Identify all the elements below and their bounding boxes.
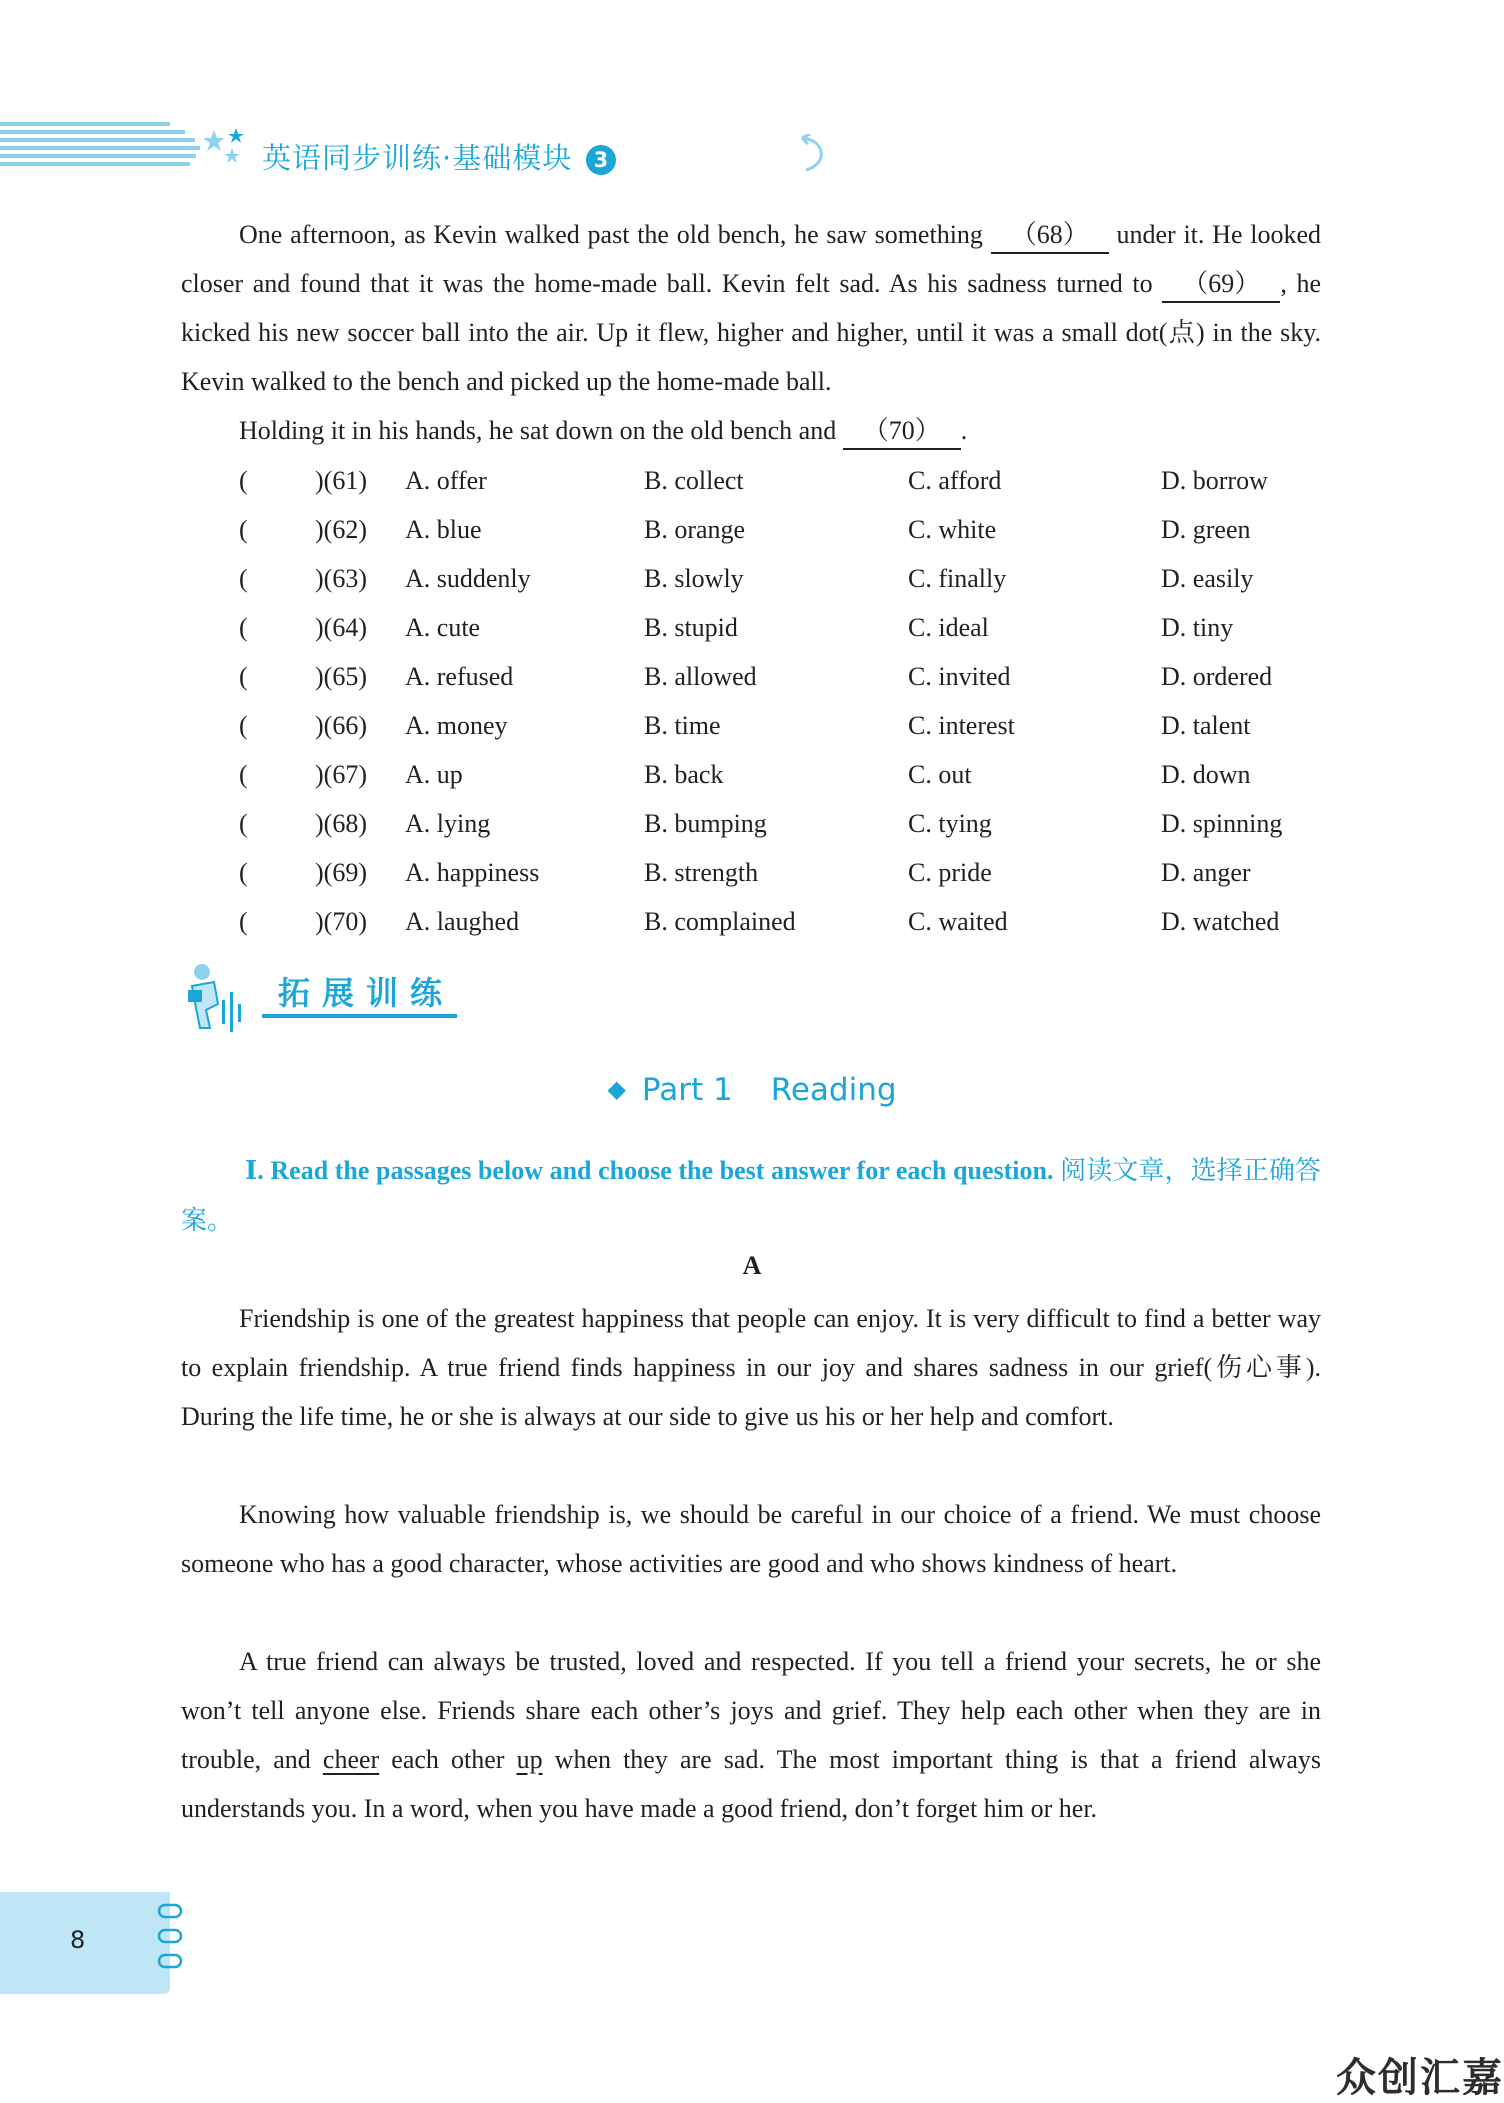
option-c: C. pride xyxy=(908,858,992,887)
option-b: B. collect xyxy=(644,466,744,495)
header-title xyxy=(262,136,616,177)
question-row xyxy=(239,897,1339,946)
option-d: D. watched xyxy=(1161,907,1280,936)
passage-a-paragraph-1: Friendship is one of the greatest happiness that people can enjoy. It is very difficult to find a better way to explain friendship. A true friend finds happiness in our joy and shares sadness in our grief(伤心事). During the life time, he or she is always at our side to give us his or her help and comfort. xyxy=(181,1304,1321,1431)
question-number: )(70) xyxy=(315,907,367,936)
watermark: 众创汇嘉 xyxy=(1336,2055,1504,2101)
part-label: Part 1 xyxy=(641,1072,733,1108)
part-name: Reading xyxy=(770,1072,897,1108)
option-a: A. lying xyxy=(405,809,491,838)
answer-paren[interactable]: ( xyxy=(239,515,248,544)
option-c: C. finally xyxy=(908,564,1007,593)
volume-badge: 3 xyxy=(586,145,616,175)
page-number: 8 xyxy=(70,1926,86,1954)
option-b: B. bumping xyxy=(644,809,767,838)
underlined-word-up: up xyxy=(516,1745,543,1774)
passage-a-paragraph-3 xyxy=(181,1637,1321,1833)
option-b: B. strength xyxy=(644,858,759,887)
blank-70: （70） xyxy=(843,414,961,450)
option-d: D. down xyxy=(1161,760,1251,789)
passage-text: , he kicked his new soccer ball into the air. Up it flew, higher and higher, until it was a small dot(点) in the sky. Kevin walked to the bench and picked up the home-made ball. xyxy=(181,269,1321,396)
binder-rings-icon xyxy=(156,1902,186,1974)
option-c: C. tying xyxy=(908,809,992,838)
question-number: )(68) xyxy=(315,809,367,838)
option-a: A. laughed xyxy=(405,907,520,936)
answer-paren[interactable]: ( xyxy=(239,760,248,789)
option-c: C. out xyxy=(908,760,972,789)
option-d: D. talent xyxy=(1161,711,1251,740)
option-b: B. allowed xyxy=(644,662,757,691)
option-c: C. interest xyxy=(908,711,1015,740)
option-a: A. money xyxy=(405,711,508,740)
question-number: )(69) xyxy=(315,858,367,887)
question-number: )(62) xyxy=(315,515,367,544)
question-number: )(63) xyxy=(315,564,367,593)
option-d: D. tiny xyxy=(1161,613,1234,642)
passage-letter: A xyxy=(742,1251,762,1280)
passage-text: each other xyxy=(391,1745,505,1774)
diamond-icon: ◆ xyxy=(607,1075,626,1103)
passage-paragraph-1 xyxy=(181,210,1321,406)
option-a: A. refused xyxy=(405,662,514,691)
option-d: D. green xyxy=(1161,515,1251,544)
option-b: B. back xyxy=(644,760,724,789)
blank-68: （68） xyxy=(991,218,1109,254)
passage-text: A true friend can always be trusted, loved and respected. If you tell a friend your secrets, he or she won’t tell anyone else. Friends share each other’s joys and grief. They help each other when they are in trouble, and xyxy=(181,1647,1321,1774)
answer-paren[interactable]: ( xyxy=(239,613,248,642)
passage-text: . xyxy=(960,416,968,445)
option-b: B. complained xyxy=(644,907,796,936)
option-a: A. up xyxy=(405,760,463,789)
answer-paren[interactable]: ( xyxy=(239,858,248,887)
question-row xyxy=(239,652,1339,701)
instruction xyxy=(181,1146,1321,1246)
option-a: A. happiness xyxy=(405,858,540,887)
answer-paren[interactable]: ( xyxy=(239,662,248,691)
header-curve-arrow-icon xyxy=(796,134,832,174)
question-number: )(64) xyxy=(315,613,367,642)
question-number: )(67) xyxy=(315,760,367,789)
question-row xyxy=(239,456,1339,505)
question-row xyxy=(239,750,1339,799)
passage-text: when they are sad. The most important thing is that a friend always understands you. In a word, when you have made a good friend, don’t forget him or her. xyxy=(181,1745,1322,1823)
reading-person-icon xyxy=(184,960,264,1032)
option-d: D. borrow xyxy=(1161,466,1268,495)
question-row xyxy=(239,701,1339,750)
option-c: C. white xyxy=(908,515,997,544)
option-d: D. anger xyxy=(1161,858,1251,887)
passage-text: Holding it in his hands, he sat down on the old bench and xyxy=(239,416,837,445)
instruction-cn: 阅读文章，选择正确答案。 xyxy=(181,1156,1321,1236)
option-a: A. cute xyxy=(405,613,481,642)
option-a: A. suddenly xyxy=(405,564,531,593)
blank-69: （69） xyxy=(1162,267,1280,303)
passage-paragraph-2 xyxy=(181,406,1321,455)
answer-paren[interactable]: ( xyxy=(239,466,248,495)
option-b: B. time xyxy=(644,711,721,740)
question-number: )(66) xyxy=(315,711,367,740)
instruction-en: Read the passages below and choose the best answer for each question. xyxy=(270,1156,1054,1185)
underlined-word-cheer: cheer xyxy=(322,1745,380,1774)
answer-paren[interactable]: ( xyxy=(239,809,248,838)
option-a: A. blue xyxy=(405,515,482,544)
question-row xyxy=(239,505,1339,554)
section-title: 拓展训练 xyxy=(278,974,455,1012)
option-b: B. stupid xyxy=(644,613,738,642)
option-a: A. offer xyxy=(405,466,487,495)
option-c: C. ideal xyxy=(908,613,989,642)
option-b: B. orange xyxy=(644,515,746,544)
section-underline xyxy=(262,1014,457,1018)
header-title-text: 英语同步训练·基础模块 xyxy=(262,141,573,175)
options-list xyxy=(239,456,1339,946)
question-row xyxy=(239,848,1339,897)
option-b: B. slowly xyxy=(644,564,744,593)
option-d: D. spinning xyxy=(1161,809,1283,838)
question-number: )(65) xyxy=(315,662,367,691)
answer-paren[interactable]: ( xyxy=(239,711,248,740)
part-heading xyxy=(0,1072,1504,1108)
option-c: C. afford xyxy=(908,466,1002,495)
option-d: D. ordered xyxy=(1161,662,1273,691)
answer-paren[interactable]: ( xyxy=(239,564,248,593)
option-c: C. invited xyxy=(908,662,1011,691)
instruction-number: Ⅰ. xyxy=(245,1156,264,1185)
header-stripes xyxy=(0,122,200,172)
option-d: D. easily xyxy=(1161,564,1254,593)
passage-text: One afternoon, as Kevin walked past the old bench, he saw something xyxy=(239,220,983,249)
passage-text: under it. He looked closer and found that it was the home-made ball. Kevin felt sad. As his sadness turned to xyxy=(181,220,1322,298)
answer-paren[interactable]: ( xyxy=(239,907,248,936)
question-row xyxy=(239,799,1339,848)
question-row xyxy=(239,554,1339,603)
question-row xyxy=(239,603,1339,652)
question-number: )(61) xyxy=(315,466,367,495)
option-c: C. waited xyxy=(908,907,1008,936)
passage-a-paragraph-2: Knowing how valuable friendship is, we should be careful in our choice of a friend. We must choose someone who has a good character, whose activities are good and who shows kindness of heart. xyxy=(181,1500,1321,1578)
stars-icon xyxy=(202,126,250,170)
